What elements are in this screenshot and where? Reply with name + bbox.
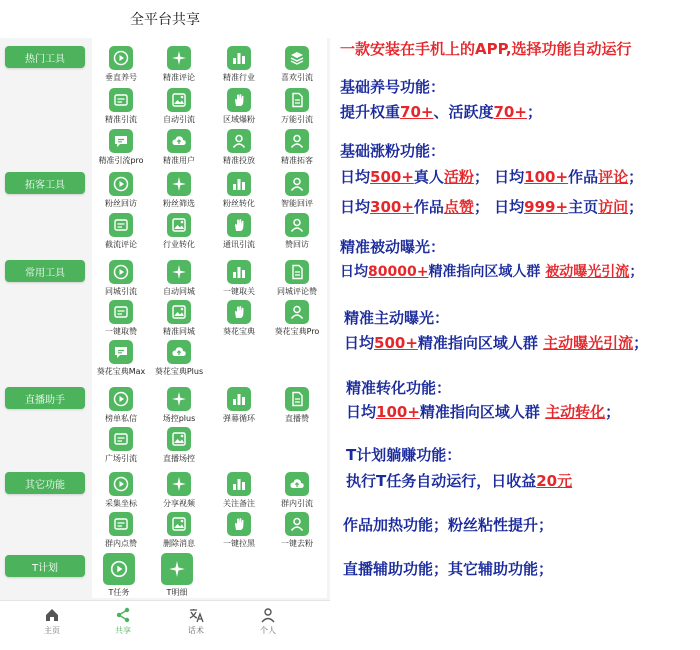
tool-label: 同城评论赞	[277, 287, 317, 296]
document-icon	[285, 387, 309, 411]
tool-user-27[interactable]	[268, 300, 326, 340]
conversion-title: 精准转化功能：	[346, 379, 452, 397]
tool-user-19[interactable]	[268, 213, 326, 253]
bottom-navigation	[0, 600, 330, 650]
basic-growth-title: 基础涨粉功能：	[340, 142, 446, 160]
tool-hand-26[interactable]	[210, 300, 268, 340]
cloud-upload-icon	[167, 129, 191, 153]
app-header	[0, 0, 330, 38]
layers-icon	[285, 46, 309, 70]
tool-label: 葵花宝典Pro	[274, 327, 320, 336]
tool-play-circle-12[interactable]	[92, 172, 150, 212]
play-circle-icon	[109, 46, 133, 70]
tool-play-circle-20[interactable]	[92, 260, 150, 300]
tool-label: 榜单私信	[105, 414, 137, 423]
image-icon	[167, 427, 191, 451]
cloud-upload-icon	[285, 472, 309, 496]
basic-growth-line-2: 日均300+作品点赞； 日均999+主页访问；	[340, 198, 644, 216]
nav-label: 话术	[188, 626, 204, 635]
passive-exposure-title: 精准被动曝光：	[340, 238, 446, 256]
tool-bar-chart-22[interactable]	[210, 260, 268, 300]
nav-home[interactable]	[22, 607, 82, 636]
tool-label: 删除消息	[163, 539, 195, 548]
tool-label: 精准拓客	[281, 156, 313, 165]
basic-growth-line-1: 日均500+真人活粉； 日均100+作品评论；	[340, 168, 644, 186]
sparkle-icon	[167, 260, 191, 284]
sparkle-icon	[161, 553, 193, 585]
sparkle-icon	[167, 387, 191, 411]
tool-hand-18[interactable]	[210, 213, 268, 253]
tool-sparkle-31[interactable]	[150, 387, 208, 427]
tool-sparkle-1[interactable]	[150, 46, 208, 86]
card-icon	[109, 300, 133, 324]
category-common-tools-button[interactable]: 常用工具	[5, 260, 85, 282]
tool-label: 智能回评	[281, 199, 313, 208]
sparkle-icon	[167, 472, 191, 496]
tool-label: 一键去粉	[281, 539, 313, 548]
tool-document-33[interactable]	[268, 387, 326, 427]
hand-icon	[227, 213, 251, 237]
t-task-button[interactable]	[90, 553, 148, 597]
tool-sparkle-21[interactable]	[150, 260, 208, 300]
document-icon	[285, 88, 309, 112]
translate-icon	[188, 607, 204, 623]
tool-cloud-upload-9[interactable]	[150, 129, 208, 169]
tool-label: 同城引流	[105, 287, 137, 296]
tool-hand-42[interactable]	[210, 512, 268, 552]
chat-icon	[109, 129, 133, 153]
bar-chart-icon	[227, 260, 251, 284]
tool-image-25[interactable]	[150, 300, 208, 340]
category-hot-tools-button[interactable]: 热门工具	[5, 46, 85, 68]
tool-label: 直播场控	[163, 454, 195, 463]
tool-card-40[interactable]	[92, 512, 150, 552]
tool-bar-chart-38[interactable]	[210, 472, 268, 512]
category-other-functions-button[interactable]: 其它功能	[5, 472, 85, 494]
active-exposure-title: 精准主动曝光：	[344, 309, 450, 327]
basic-nurture-line: 提升权重70+、活跃度70+；	[340, 103, 542, 121]
home-icon	[44, 607, 60, 623]
page-title: 全平台共享	[130, 12, 200, 28]
bar-chart-icon	[227, 472, 251, 496]
tool-label: 精准用户	[163, 156, 195, 165]
card-icon	[109, 512, 133, 536]
nav-label: 个人	[260, 626, 276, 635]
tool-label: 弹幕循环	[223, 414, 255, 423]
tool-grid	[92, 38, 327, 598]
tool-label: 粉丝回访	[105, 199, 137, 208]
tool-label: 直播赞	[285, 414, 309, 423]
content-boost-line: 作品加热功能；粉丝粘性提升；	[343, 516, 554, 534]
hand-icon	[227, 88, 251, 112]
play-circle-icon	[109, 472, 133, 496]
tool-label: 截流评论	[105, 240, 137, 249]
tool-chat-8[interactable]	[92, 129, 150, 169]
tool-card-4[interactable]	[92, 88, 150, 128]
tool-bar-chart-32[interactable]	[210, 387, 268, 427]
tool-label: 分享视频	[163, 499, 195, 508]
tool-label: 精准评论	[163, 73, 195, 82]
sparkle-icon	[167, 172, 191, 196]
user-icon	[285, 512, 309, 536]
tool-bar-chart-2[interactable]	[210, 46, 268, 86]
tool-label: 一键拉黑	[223, 539, 255, 548]
document-icon	[285, 260, 309, 284]
tool-cloud-upload-29[interactable]	[150, 340, 208, 380]
promo-headline: 一款安装在手机上的APP,选择功能自动运行	[340, 40, 632, 58]
nav-label: 主页	[44, 626, 60, 635]
conversion-line: 日均100+精准指向区域人群 主动转化；	[346, 403, 621, 421]
user-icon	[285, 300, 309, 324]
tool-card-16[interactable]	[92, 213, 150, 253]
tool-layers-3[interactable]	[268, 46, 326, 86]
tool-label: 关注备注	[223, 499, 255, 508]
category-t-plan-button[interactable]: T计划	[5, 555, 85, 577]
tool-play-circle-0[interactable]	[92, 46, 150, 86]
play-circle-icon	[109, 172, 133, 196]
phone-app-panel	[0, 0, 330, 650]
user-icon	[285, 129, 309, 153]
tool-label: 粉丝筛选	[163, 199, 195, 208]
tool-label: 行业转化	[163, 240, 195, 249]
category-customer-tools-button[interactable]: 拓客工具	[5, 172, 85, 194]
tool-label: 自动引流	[163, 115, 195, 124]
category-sidebar	[0, 38, 90, 598]
tool-chat-28[interactable]	[92, 340, 150, 380]
tool-card-24[interactable]	[92, 300, 150, 340]
live-assist-line: 直播辅助功能；其它辅助功能；	[343, 560, 554, 578]
tool-image-5[interactable]	[150, 88, 208, 128]
hand-icon	[227, 300, 251, 324]
tool-user-10[interactable]	[210, 129, 268, 169]
tool-label: 喜欢引流	[281, 73, 313, 82]
t-plan-line: 执行T任务自动运行，日收益20元	[346, 472, 573, 490]
tool-card-34[interactable]	[92, 427, 150, 467]
play-circle-icon	[109, 260, 133, 284]
tool-label: 一键取赞	[105, 327, 137, 336]
card-icon	[109, 213, 133, 237]
basic-nurture-title: 基础养号功能：	[340, 78, 446, 96]
cloud-upload-icon	[167, 340, 191, 364]
tool-bar-chart-14[interactable]	[210, 172, 268, 212]
image-icon	[167, 300, 191, 324]
tool-label: 一键取关	[223, 287, 255, 296]
user-icon	[285, 172, 309, 196]
tool-label: 精准同城	[163, 327, 195, 336]
tool-sparkle-13[interactable]	[150, 172, 208, 212]
share-icon	[115, 607, 131, 623]
play-circle-icon	[109, 387, 133, 411]
active-exposure-line: 日均500+精准指向区域人群 主动曝光引流；	[344, 334, 649, 352]
tool-label: 群内引流	[281, 499, 313, 508]
tool-document-7[interactable]	[268, 88, 326, 128]
tool-label: 万能引流	[281, 115, 313, 124]
person-icon	[260, 607, 276, 623]
tool-label: 自动同城	[163, 287, 195, 296]
tool-label: 精准行业	[223, 73, 255, 82]
image-icon	[167, 213, 191, 237]
nav-scripts[interactable]	[166, 607, 226, 636]
tool-label: 广场引流	[105, 454, 137, 463]
tool-sparkle-37[interactable]	[150, 472, 208, 512]
bar-chart-icon	[227, 46, 251, 70]
tool-label: 粉丝转化	[223, 199, 255, 208]
bar-chart-icon	[227, 172, 251, 196]
tool-hand-6[interactable]	[210, 88, 268, 128]
user-icon	[285, 213, 309, 237]
tool-user-15[interactable]	[268, 172, 326, 212]
tool-label: 赞回访	[285, 240, 309, 249]
tool-label: 区域爆粉	[223, 115, 255, 124]
user-icon	[227, 129, 251, 153]
tool-user-43[interactable]	[268, 512, 326, 552]
t-plan-title: T计划躺赚功能：	[346, 446, 462, 464]
nav-label: 共享	[115, 626, 131, 635]
tool-label: 葵花宝典Plus	[154, 367, 204, 376]
tool-label: 采集坐标	[105, 499, 137, 508]
tool-label: 精准引流pro	[98, 156, 144, 165]
chat-icon	[109, 340, 133, 364]
tool-label: 场控plus	[162, 414, 196, 423]
bar-chart-icon	[227, 387, 251, 411]
tool-image-35[interactable]	[150, 427, 208, 467]
passive-exposure-line: 日均80000+精准指向区域人群 被动曝光引流；	[340, 264, 644, 280]
tool-label: 群内点赞	[105, 539, 137, 548]
tool-label: 精准投放	[223, 156, 255, 165]
tool-label: T任务	[108, 588, 130, 597]
tool-label: 葵花宝典Max	[96, 367, 146, 376]
play-circle-icon	[103, 553, 135, 585]
category-live-assistant-button[interactable]: 直播助手	[5, 387, 85, 409]
tool-label: 垂直养号	[105, 73, 137, 82]
tool-play-circle-30[interactable]	[92, 387, 150, 427]
tool-image-17[interactable]	[150, 213, 208, 253]
tool-user-11[interactable]	[268, 129, 326, 169]
tool-document-23[interactable]	[268, 260, 326, 300]
tool-play-circle-36[interactable]	[92, 472, 150, 512]
hand-icon	[227, 512, 251, 536]
tool-label: 通讯引流	[223, 240, 255, 249]
tool-label: 葵花宝典	[223, 327, 255, 336]
tool-label: T明细	[166, 588, 188, 597]
tool-image-41[interactable]	[150, 512, 208, 552]
image-icon	[167, 512, 191, 536]
card-icon	[109, 427, 133, 451]
tool-label: 精准引流	[105, 115, 137, 124]
nav-profile[interactable]	[238, 607, 298, 636]
nav-share[interactable]	[93, 607, 153, 636]
t-detail-button[interactable]	[148, 553, 206, 597]
tool-cloud-upload-39[interactable]	[268, 472, 326, 512]
sparkle-icon	[167, 46, 191, 70]
image-icon	[167, 88, 191, 112]
card-icon	[109, 88, 133, 112]
